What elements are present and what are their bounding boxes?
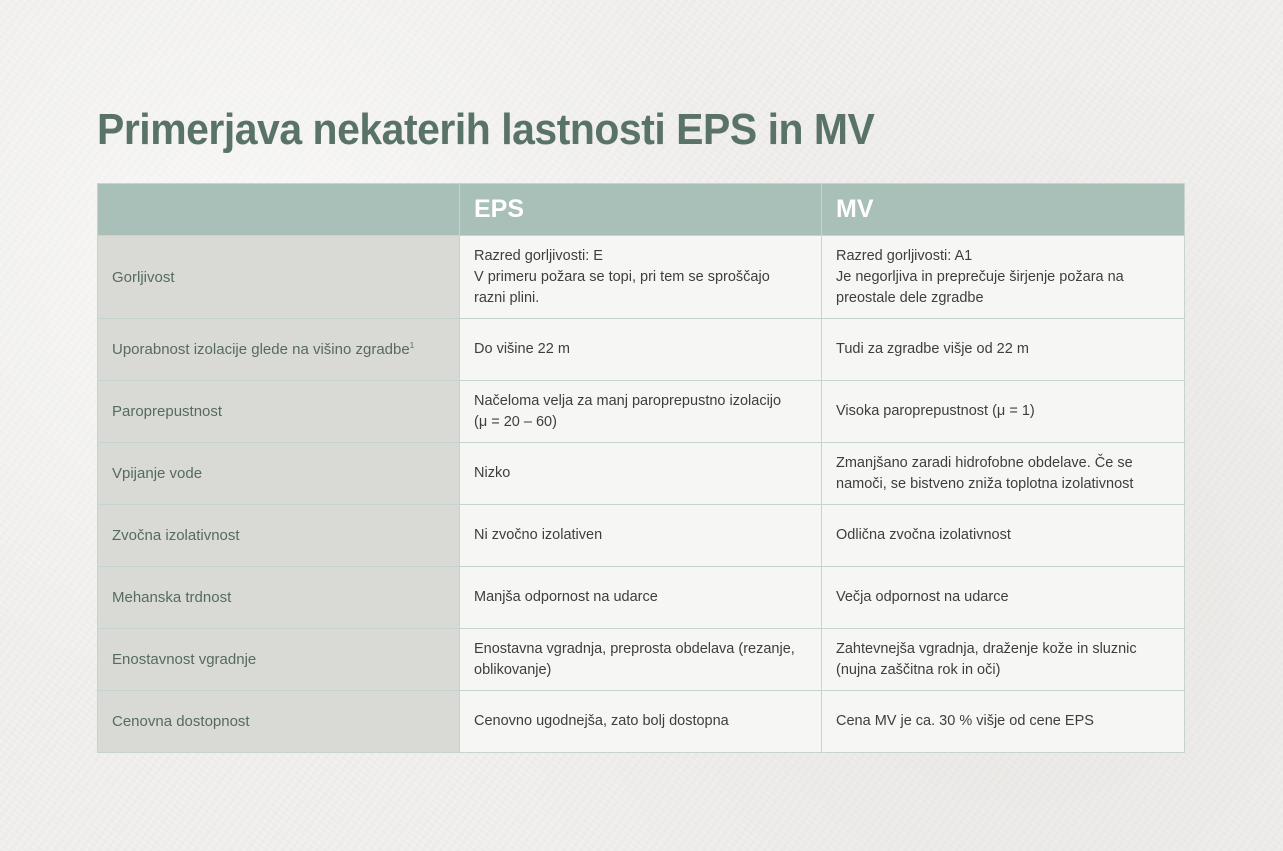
mv-value: Večja odpornost na udarce	[836, 589, 1009, 605]
eps-value: Cenovno ugodnejša, zato bolj dostopna	[474, 713, 729, 729]
mv-value: Visoka paroprepustnost (μ = 1)	[836, 403, 1035, 419]
mv-cell	[822, 236, 1185, 319]
mv-cell	[822, 629, 1185, 691]
header-mv: MV	[822, 184, 1185, 236]
eps-cell	[460, 505, 822, 567]
property-label: Paroprepustnost	[112, 403, 223, 420]
table-row	[98, 567, 1185, 629]
property-cell	[98, 381, 460, 443]
property-cell	[98, 691, 460, 753]
eps-cell	[460, 629, 822, 691]
table-row	[98, 381, 1185, 443]
property-label: Zvočna izolativnost	[112, 527, 240, 544]
header-eps: EPS	[460, 184, 822, 236]
property-cell	[98, 443, 460, 505]
eps-cell	[460, 236, 822, 319]
table-row	[98, 236, 1185, 319]
mv-cell	[822, 319, 1185, 381]
eps-value: Do višine 22 m	[474, 341, 570, 357]
mv-value: Tudi za zgradbe višje od 22 m	[836, 341, 1029, 357]
page-title: Primerjava nekaterih lastnosti EPS in MV	[97, 105, 875, 154]
mv-cell	[822, 505, 1185, 567]
mv-value: Razred gorljivosti: A1 Je negorljiva in preprečuje širjenje požara na preostale dele zgradbe	[836, 247, 1124, 306]
mv-cell	[822, 567, 1185, 629]
table-row	[98, 691, 1185, 753]
property-label: Cenovna dostopnost	[112, 713, 250, 730]
table-row	[98, 629, 1185, 691]
property-cell	[98, 629, 460, 691]
eps-cell	[460, 319, 822, 381]
table-header-row	[98, 184, 1185, 236]
table-row	[98, 319, 1185, 381]
table-row	[98, 443, 1185, 505]
mv-cell	[822, 381, 1185, 443]
eps-value: Ni zvočno izolativen	[474, 527, 603, 543]
mv-cell	[822, 691, 1185, 753]
mv-value: Zahtevnejša vgradnja, draženje kože in sluznic (nujna zaščitna rok in oči)	[836, 640, 1137, 678]
mv-value: Zmanjšano zaradi hidrofobne obdelave. Če se namoči, se bistveno zniža toplotna izolativnost	[836, 454, 1134, 492]
eps-cell	[460, 381, 822, 443]
header-empty	[98, 184, 460, 236]
eps-value: Nizko	[474, 465, 511, 481]
mv-value: Odlična zvočna izolativnost	[836, 527, 1011, 543]
eps-value: Enostavna vgradnja, preprosta obdelava (rezanje, oblikovanje)	[474, 640, 795, 678]
property-label: Mehanska trdnost	[112, 589, 232, 606]
eps-cell	[460, 567, 822, 629]
comparison-table	[97, 183, 1185, 753]
property-cell	[98, 236, 460, 319]
mv-cell	[822, 443, 1185, 505]
property-label: Gorljivost	[112, 268, 175, 286]
eps-cell	[460, 691, 822, 753]
property-cell	[98, 505, 460, 567]
eps-value: Manjša odpornost na udarce	[474, 589, 658, 605]
mv-value: Cena MV je ca. 30 % višje od cene EPS	[836, 713, 1094, 729]
property-label: Vpijanje vode	[112, 465, 203, 482]
property-label: Uporabnost izolacije glede na višino zgradbe	[112, 341, 410, 358]
eps-value: Razred gorljivosti: E V primeru požara se topi, pri tem se sproščajo razni plini.	[474, 247, 770, 306]
property-cell	[98, 567, 460, 629]
property-label: Enostavnost vgradnje	[112, 651, 257, 668]
footnote-marker: 1	[409, 341, 415, 350]
table-row	[98, 505, 1185, 567]
property-cell	[98, 319, 460, 381]
eps-cell	[460, 443, 822, 505]
eps-value: Načeloma velja za manj paroprepustno izolacijo (μ = 20 – 60)	[474, 392, 782, 430]
